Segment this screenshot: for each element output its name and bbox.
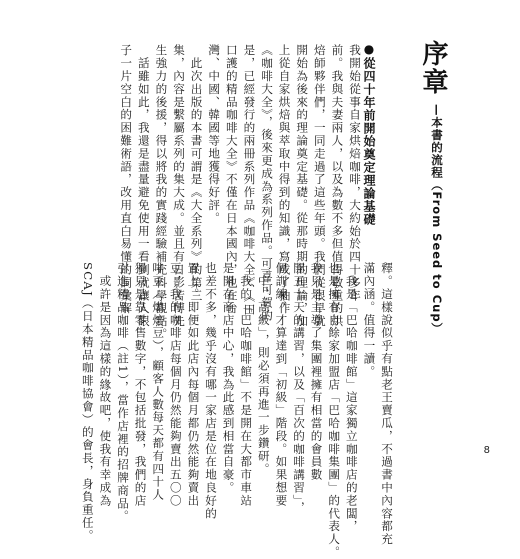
- text-column: 引進精品咖啡（註1），當作店裡的招牌商品。: [116, 262, 130, 523]
- text-column: 《咖啡大全》，後來更成為系列作品。可喜可賀的: [260, 44, 274, 322]
- text-column: 上從自家烘焙與萃取中得到的知識，寫成了抽作: [277, 44, 292, 315]
- text-column: 灣、中國、韓國等地獲得好評。: [207, 44, 222, 225]
- text-column: 子一片空白的困難術語，改用直白易懂的詞彙解: [119, 44, 134, 315]
- text-column: 集，內容是繫屬系列的集大成。並且有日影苦博先: [172, 44, 186, 328]
- text-column: 開始為後來的理論奠定基礎。從那時期的理論，加: [295, 44, 310, 328]
- text-column: 我的「巴哈咖啡館」不是開在大都市車站: [239, 262, 254, 508]
- text-column: 話雖如此，我還是盡量避免使用一看到就讓人眼: [136, 44, 151, 328]
- text-column: 我開始從事自家烘焙咖啡，大約始於四十多年: [348, 44, 362, 302]
- text-column: 個訓練。才算達到「初級」階段。如果想要: [274, 262, 289, 508]
- text-column: 啡豆（烘焙豆），顧客人數每天都有四十人: [151, 262, 166, 502]
- text-column: 此次出版的本書可謂是《大全系列》的第三: [189, 44, 204, 302]
- text-column: 滿內涵。值得一讀。: [362, 262, 377, 379]
- chapter-title: 序章: [418, 40, 448, 96]
- text-column: 豆，我的咖啡店每個月仍然能夠賣出五〇〇: [168, 262, 183, 508]
- page-number: 8: [483, 445, 490, 456]
- text-column: 是，已經發行的兩冊系列作品《咖啡大全》、《田: [242, 44, 257, 317]
- text-column: 也是擁有自餘家加盟店「巴哈咖啡集團」的代表人。: [327, 262, 342, 559]
- text-column: 口護的精品咖啡大全》不僅在日本國內，也在台: [224, 44, 239, 315]
- text-column: 或許是因為這樣的緣故吧，使我有幸成為: [98, 262, 113, 508]
- text-column: 我是「巴哈咖啡館」這家獨立咖啡店的老闆，: [344, 262, 359, 533]
- text-column: 生強力的後援，得以將我的實踐經驗補充科學觀點。: [154, 44, 169, 341]
- text-column: 也差不多，幾乎沒有哪一家店是位在地良好的: [204, 262, 218, 520]
- text-column: 開五十天的講習，以及「百次的咖啡講習」，: [292, 262, 306, 515]
- text-column: 置上。即便如此店內每個月都仍然能夠賣出: [186, 262, 201, 508]
- text-column: SCAJ（日本精品咖啡協會）的會長，身負重任。: [80, 262, 95, 543]
- text-column: 是開在商店中心，我為此感到相當自豪。: [221, 262, 236, 495]
- text-column: 焙師夥伴們，一同走過了這些年頭。我們從很早就: [312, 44, 327, 328]
- text-column: 獨只是靠零售數字，不包括批發，我們的店: [133, 262, 148, 508]
- text-column: 我只是主導了集團裡擁有相當的會員數: [309, 262, 324, 482]
- text-column: 前。我與夫妻兩人，以及為數不多但值得敬重的烘: [330, 44, 345, 328]
- section-heading: ●從四十年前開始奠定理論基礎: [362, 42, 376, 226]
- text-column: 釋。這樣說似乎有點老王賣瓜，不過書中內容都充: [380, 262, 394, 546]
- chapter-subtitle: —本書的流程（From Seed to Cup）: [430, 104, 444, 336]
- text-column: 「中、高級」，則必須再進一步鑽研。: [256, 262, 271, 476]
